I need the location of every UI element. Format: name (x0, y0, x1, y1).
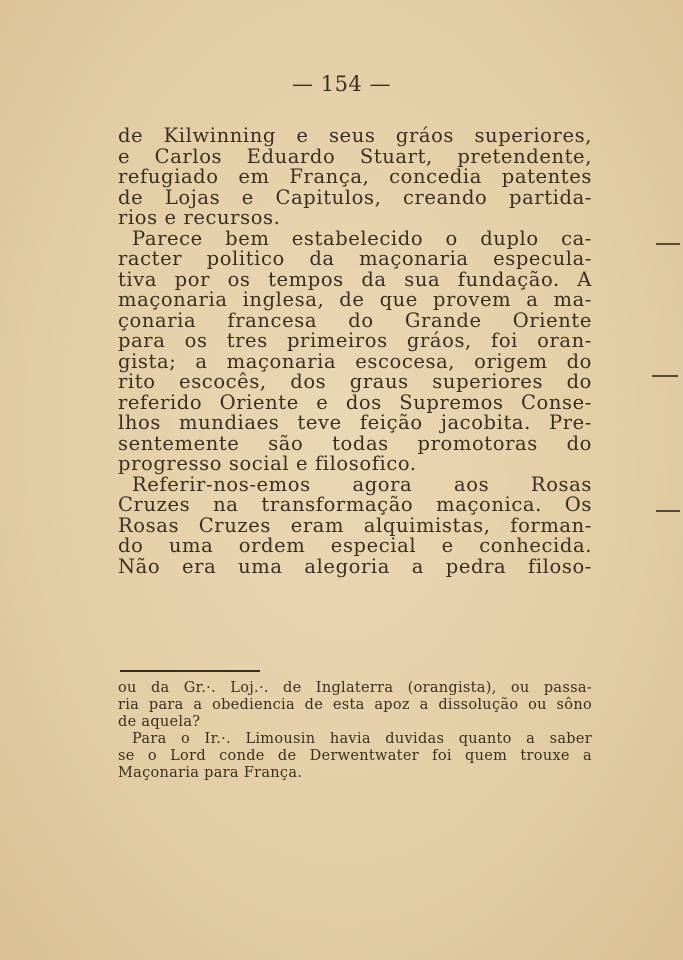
footnote-line: Maçonaria para França. (118, 765, 303, 781)
body-line: Rosas Cruzes eram alquimistas, forman- (118, 513, 592, 537)
body-line: racter politico da maçonaria especula- (118, 247, 592, 270)
footnotes (118, 680, 592, 782)
body-line: lhos mundiaes teve feição jacobita. Pre- (118, 411, 592, 434)
footnote-separator (120, 670, 260, 672)
body-line: gista; a maçonaria escocesa, origem do (118, 349, 592, 373)
body-line: progresso social e filosofico. (118, 452, 417, 475)
body-line: Parece bem estabelecido o duplo ca- (132, 226, 592, 250)
footnote-line: se o Lord conde de Derwentwater foi quem trouxe a (118, 748, 592, 764)
body-line: tiva por os tempos da sua fundação. A (118, 267, 592, 291)
footnote-line: ria para a obediencia de esta apoz a dissolução ou sôno (118, 697, 592, 713)
body-line: referido Oriente e dos Supremos Conse- (118, 390, 592, 414)
page-number: — 154 — (292, 72, 391, 96)
body-line: refugiado em França, concedia patentes (118, 165, 592, 188)
body-line: rios e recursos. (118, 206, 281, 229)
body-line: de Kilwinning e seus gráos superiores, (118, 124, 592, 147)
margin-mark (656, 243, 680, 245)
body-line: de Lojas e Capitulos, creando partida- (118, 185, 592, 209)
body-line: rito escocês, dos graus superiores do (118, 370, 592, 393)
body-line: Não era uma alegoria a pedra filoso- (118, 554, 592, 578)
footnote-line: Para o Ir.·. Limousin havia duvidas quanto a saber (132, 731, 592, 747)
body-line: Referir-nos-emos agora aos Rosas (132, 472, 592, 496)
footnote-line: ou da Gr.·. Loj.·. de Inglaterra (orangista), ou passa- (118, 680, 592, 696)
body-line: Cruzes na transformação maçonica. Os (118, 493, 592, 516)
body-line: çonaria francesa do Grande Oriente (118, 308, 592, 332)
margin-mark (656, 510, 680, 512)
body-line: para os tres primeiros gráos, foi oran- (118, 329, 592, 352)
body-line: maçonaria inglesa, de que provem a ma- (118, 288, 592, 311)
footnote-line: de aquela? (118, 714, 201, 730)
body-line: sentemente são todas promotoras do (118, 431, 592, 455)
margin-mark (652, 375, 678, 377)
body-text (118, 126, 592, 577)
body-line: do uma ordem especial e conhecida. (118, 534, 592, 557)
body-line: e Carlos Eduardo Stuart, pretendente, (118, 144, 592, 168)
